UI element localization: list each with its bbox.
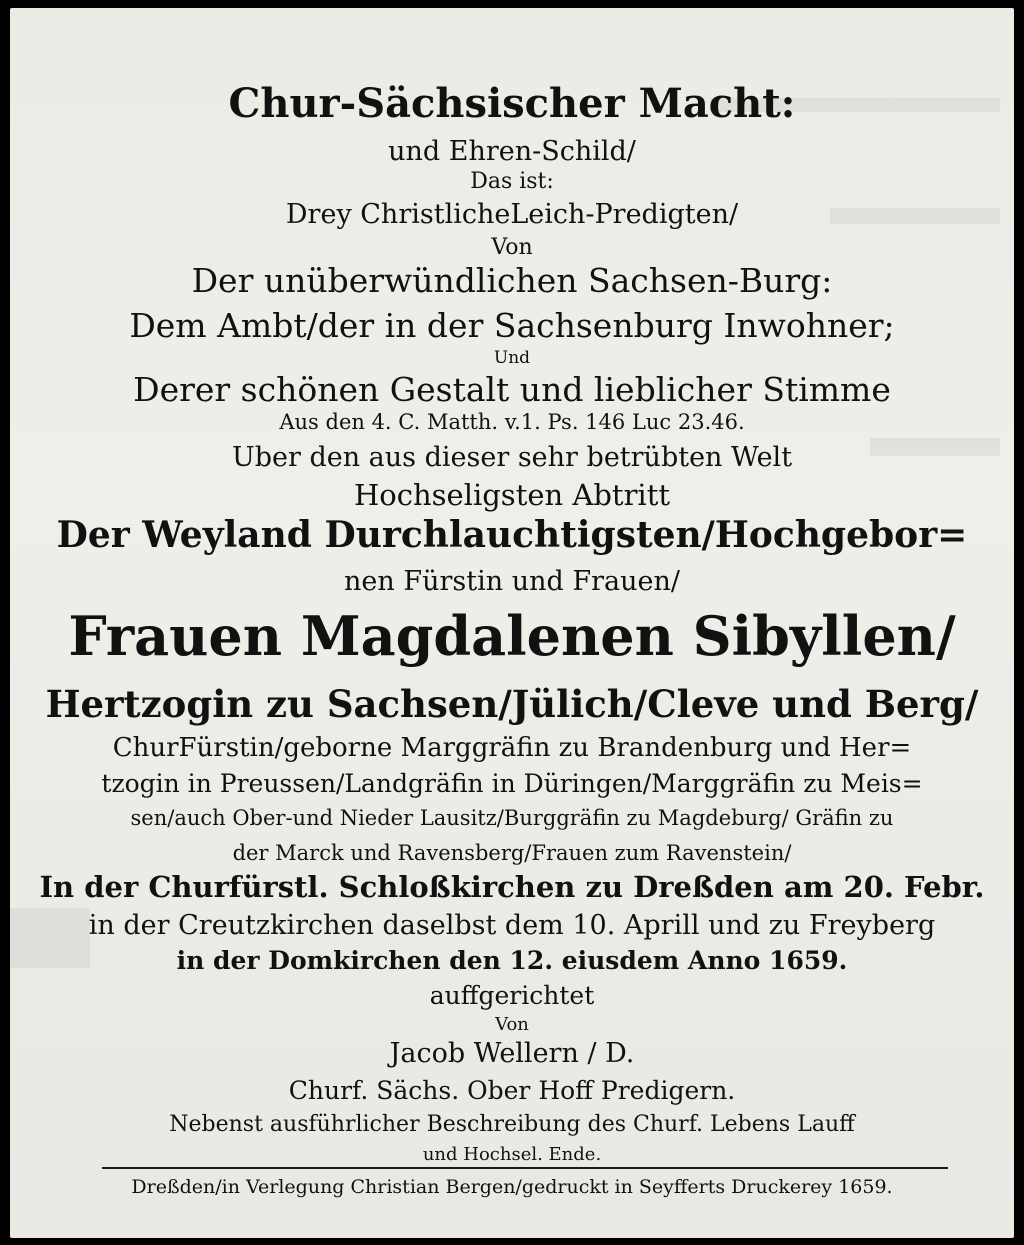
title-line-18: tzogin in Preussen/Landgräfin in Düringen/Marggräfin zu Meis= (101, 769, 923, 798)
title-line-11: Uber den aus dieser sehr betrübten Welt (231, 442, 793, 473)
title-line-4: Drey ChristlicheLeich-Predigten/ (285, 199, 739, 230)
author-title-line: Churf. Sächs. Ober Hoff Predigern. (288, 1076, 736, 1105)
paper-sheet (10, 8, 1014, 1238)
title-line-13: Der Weyland Durchlauchtigsten/Hochgebor= (56, 514, 968, 556)
title-line-5: Von (491, 235, 533, 260)
author-line: Jacob Wellern / D. (389, 1038, 635, 1069)
title-line-22: in der Creutzkirchen daselbst dem 10. Aprill und zu Freyberg (88, 910, 936, 941)
title-line-29: und Hochsel. Ende. (422, 1144, 602, 1165)
title-line-6: Der unüberwündlichen Sachsen-Burg: (191, 261, 833, 300)
imprint-line: Dreßden/in Verlegung Christian Bergen/gedruckt in Seyfferts Druckerey 1659. (131, 1176, 893, 1198)
title-line-3: Das ist: (470, 169, 554, 194)
title-line-7: Dem Ambt/der in der Sachsenburg Inwohner; (129, 306, 895, 345)
title-line-2: und Ehren-Schild/ (388, 136, 636, 167)
title-line-15: Frauen Magdalenen Sibyllen/ (68, 604, 956, 668)
title-line-23: in der Domkirchen den 12. eiusdem Anno 1659. (176, 946, 848, 975)
title-line-1: Chur-Sächsischer Macht: (228, 80, 796, 127)
title-line-12: Hochseligsten Abtritt (353, 478, 671, 512)
title-line-21: In der Churfürstl. Schloßkirchen zu Dreßden am 20. Febr. (39, 870, 985, 904)
imprint-rule (102, 1167, 948, 1169)
title-line-17: ChurFürstin/geborne Marggräfin zu Brandenburg und Her= (112, 733, 912, 763)
title-line-10: Aus den 4. C. Matth. v.1. Ps. 146 Luc 23.46. (279, 410, 745, 434)
title-line-20: der Marck und Ravensberg/Frauen zum Ravenstein/ (232, 841, 792, 865)
title-line-16: Hertzogin zu Sachsen/Jülich/Cleve und Berg/ (45, 682, 979, 726)
title-line-8: Und (493, 348, 531, 368)
title-line-24: auffgerichtet (429, 981, 595, 1010)
title-line-9: Derer schönen Gestalt und lieblicher Stimme (133, 370, 891, 409)
title-line-25: Von (495, 1014, 529, 1035)
title-line-28: Nebenst ausführlicher Beschreibung des Churf. Lebens Lauff (169, 1112, 855, 1137)
title-line-14: nen Fürstin und Frauen/ (344, 566, 680, 597)
title-line-19: sen/auch Ober-und Nieder Lausitz/Burggräfin zu Magdeburg/ Gräfin zu (130, 806, 894, 830)
